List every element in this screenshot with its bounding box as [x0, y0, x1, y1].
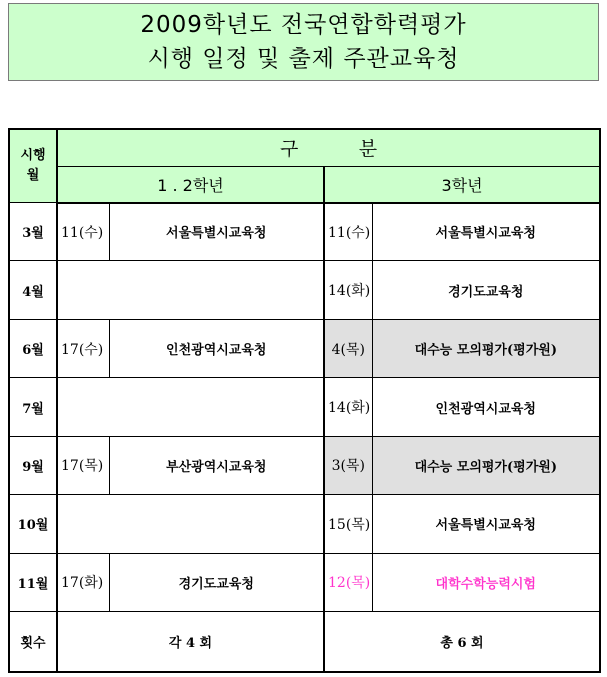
date-cell-grade3: 14(화) [324, 261, 372, 319]
month-cell: 4월 [9, 261, 57, 319]
table-row [9, 378, 600, 436]
date-cell-grade3: 4(목) [324, 319, 372, 377]
month-cell: 7월 [9, 378, 57, 436]
month-cell: 6월 [9, 319, 57, 377]
date-cell-grade3: 12(목) [324, 553, 372, 611]
date-cell-grade3: 14(화) [324, 378, 372, 436]
org-cell-grade12: 경기도교육청 [109, 553, 324, 611]
date-cell-grade3: 3(목) [324, 436, 372, 494]
month-header-line-1: 시행 [20, 148, 46, 164]
month-cell: 3월 [9, 203, 57, 261]
date-cell-grade12: 17(목) [57, 436, 109, 494]
org-cell-grade3: 대수능 모의평가(평가원) [372, 436, 600, 494]
org-cell-grade3: 서울특별시교육청 [372, 203, 600, 261]
empty-cell-grade12 [57, 261, 324, 319]
grade12-header: 1 . 2학년 [57, 166, 324, 202]
date-cell-grade12: 17(수) [57, 319, 109, 377]
org-cell-grade3: 인천광역시교육청 [372, 378, 600, 436]
table-row [9, 553, 600, 611]
date-cell-grade12: 17(화) [57, 553, 109, 611]
org-cell-grade3: 경기도교육청 [372, 261, 600, 319]
count-grade3: 총 6 회 [324, 611, 600, 672]
month-cell: 9월 [9, 436, 57, 494]
title-box [8, 3, 599, 81]
date-cell-grade3: 15(목) [324, 495, 372, 553]
title-line-2: 시행 일정 및 출제 주관교육청 [147, 46, 460, 72]
empty-cell-grade12 [57, 378, 324, 436]
table-row [9, 261, 600, 319]
empty-cell-grade12 [57, 495, 324, 553]
count-label: 횟수 [9, 611, 57, 672]
month-cell: 10월 [9, 495, 57, 553]
date-cell-grade12: 11(수) [57, 203, 109, 261]
schedule-table [8, 128, 601, 673]
month-cell: 11월 [9, 553, 57, 611]
header-row-1 [9, 129, 600, 166]
org-cell-grade12: 서울특별시교육청 [109, 203, 324, 261]
category-header: 구 분 [57, 129, 600, 166]
table-row [9, 436, 600, 494]
date-cell-grade3: 11(수) [324, 203, 372, 261]
count-grade12: 각 4 회 [57, 611, 324, 672]
org-cell-grade3: 대학수학능력시험 [372, 553, 600, 611]
org-cell-grade12: 부산광역시교육청 [109, 436, 324, 494]
header-row-2 [9, 166, 600, 202]
table-row [9, 203, 600, 261]
grade3-header: 3학년 [324, 166, 600, 202]
table-row [9, 319, 600, 377]
title-line-1: 2009학년도 전국연합학력평가 [140, 12, 467, 38]
org-cell-grade3: 대수능 모의평가(평가원) [372, 319, 600, 377]
org-cell-grade12: 인천광역시교육청 [109, 319, 324, 377]
table-row [9, 495, 600, 553]
month-header-line-2: 월 [26, 168, 40, 184]
org-cell-grade3: 서울특별시교육청 [372, 495, 600, 553]
footer-row [9, 611, 600, 672]
month-header [9, 129, 57, 203]
